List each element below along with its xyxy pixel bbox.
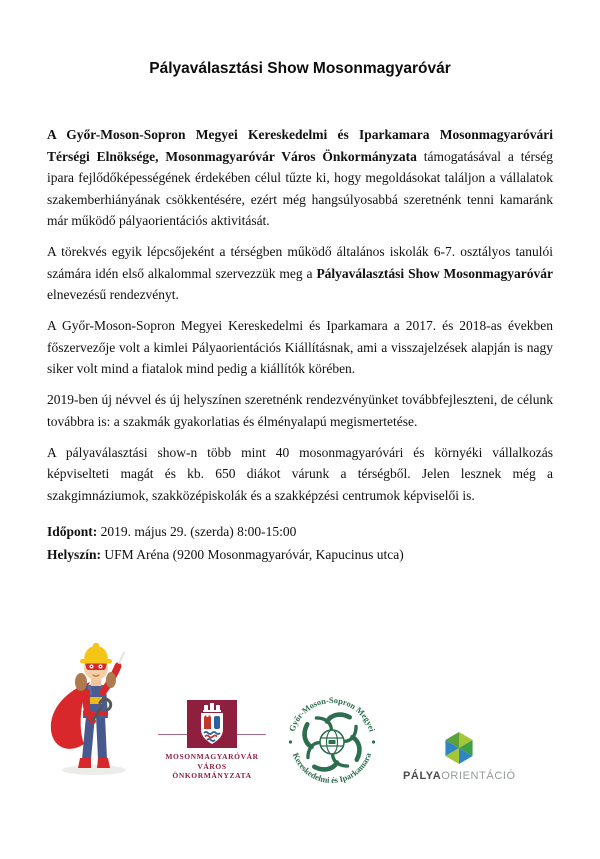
city-crest-image bbox=[187, 700, 237, 748]
paragraph-1-text: támogatásával a térség ipara fejlődőképességének érdekében célul tűzte ki, hogy megoldásokat találjon a vállalatok szakemberhiányának csökkentésére, ezért még hangsúlyosabbá szeretnénk tenni kamaránk már működő pályaorientációs aktivitását. bbox=[47, 148, 553, 228]
paragraph-5 bbox=[47, 442, 553, 507]
svg-text:Kereskedelmi és Iparkamara bbox=[291, 751, 374, 785]
career-logo-word-light: ORIENTÁCIÓ bbox=[441, 770, 516, 782]
career-orientation-logo bbox=[403, 730, 515, 782]
paragraph-4-text: 2019-ben új névvel és új helyszínen szeretnénk rendezvényünket továbbfejleszteni, de célunk továbbra is: a szakmák gyakorlatias és élményalapú megismertetése. bbox=[47, 392, 553, 429]
detail-location-value: UFM Aréna (9200 Mosonmagyaróvár, Kapucinus utca) bbox=[104, 547, 404, 562]
paragraph-1 bbox=[47, 124, 553, 232]
paragraph-2-text-end: elnevezésű rendezvényt. bbox=[47, 287, 179, 302]
paragraph-2-bold: Pályaválasztási Show Mosonmagyaróvár bbox=[316, 265, 553, 281]
city-logo-rule bbox=[158, 734, 266, 735]
career-cube-icon bbox=[443, 730, 475, 766]
paragraph-4 bbox=[47, 389, 553, 432]
paragraph-3-text: A Győr-Moson-Sopron Megyei Kereskedelmi és Iparkamara a 2017. és 2018-as években főszervezője volt a kimlei Pályaorientációs Kiállításnak, ami a visszajelzések alapján is nagy siker volt mind a fiatalok mind pedig a kiállítók körében. bbox=[47, 318, 553, 376]
city-logo-line3: ÖNKORMÁNYZATA bbox=[172, 771, 252, 780]
document-title: Pályaválasztási Show Mosonmagyaróvár bbox=[149, 60, 451, 77]
city-logo-line2: VÁROS bbox=[197, 761, 227, 771]
chamber-logo-image bbox=[284, 694, 380, 790]
paragraph-5-text: A pályaválasztási show-n több mint 40 mosonmagyaróvári és környéki vállalkozás képviselteti magát és kb. 650 diákot várunk a térségből. Jelen lesznek még a szakgimnáziumok, szakközépiskolák és a szakképzési centrumok képviselői is. bbox=[47, 444, 553, 503]
city-logo-text bbox=[158, 752, 266, 781]
event-details bbox=[47, 520, 553, 566]
paragraph-1-bold: A Győr-Moson-Sopron Megyei Kereskedelmi és Iparkamara Mosonmagyaróvári Térségi Elnöksége, Mosonmagyaróvár Város Önkormányzata bbox=[47, 127, 553, 164]
detail-location-label: Helyszín: bbox=[47, 547, 101, 562]
detail-time-label: Időpont: bbox=[47, 524, 98, 539]
paragraph-3 bbox=[47, 315, 553, 380]
detail-time-value: 2019. május 29. (szerda) 8:00-15:00 bbox=[100, 524, 297, 539]
detail-time bbox=[47, 520, 553, 543]
city-logo bbox=[158, 700, 266, 781]
detail-location bbox=[47, 543, 553, 566]
paragraph-2-text: A törekvés egyik lépcsőjeként a térségben működő általános iskolák 6-7. osztályos tanulói számára idén első alkalommal szervezzük meg a bbox=[47, 244, 553, 281]
city-logo-line1: MOSONMAGYARÓVÁR bbox=[165, 752, 259, 761]
career-logo-text bbox=[403, 770, 515, 782]
chamber-arc-bottom-text: Kereskedelmi és Iparkamara bbox=[290, 751, 374, 786]
chamber-arc-top-text: Győr-Moson-Sopron Megyei bbox=[287, 695, 377, 733]
document-content bbox=[47, 60, 553, 566]
mascot-superhero-girl-image bbox=[44, 632, 144, 782]
career-logo-word-bold: PÁLYA bbox=[403, 770, 442, 782]
paragraph-2 bbox=[47, 241, 553, 306]
svg-text:Győr-Moson-Sopron Megyei bbox=[288, 696, 377, 733]
